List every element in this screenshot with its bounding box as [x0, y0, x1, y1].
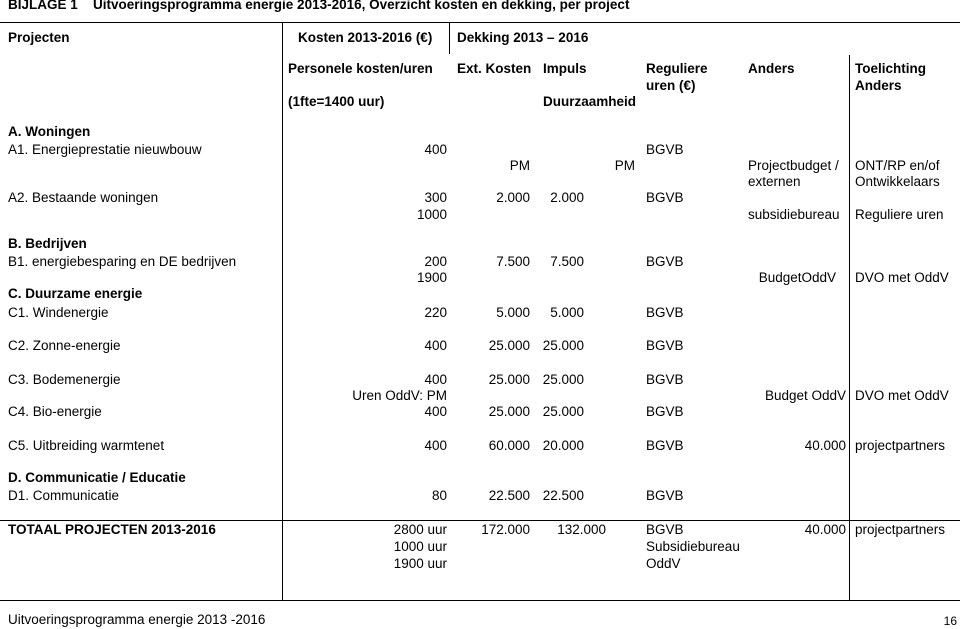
total-reg-2: Subsidiebureau	[646, 539, 740, 554]
total-uren-3: 1900 uur	[393, 556, 447, 571]
row-c3-ext: 25.000	[488, 372, 530, 387]
row-c4-name: C4. Bio-energie	[8, 404, 102, 419]
row-d1-name: D1. Communicatie	[8, 488, 120, 503]
row-c1-impuls: 5.000	[550, 305, 584, 320]
row-c5-uren: 400	[424, 438, 447, 453]
row-b1-anders: BudgetOddV	[758, 270, 836, 285]
row-c1-ext: 5.000	[496, 305, 530, 320]
row-c3-uren: 400	[424, 372, 447, 387]
row-b1-uren-2: 1900	[416, 270, 447, 285]
row-a1-anders-1: Projectbudget /	[748, 158, 839, 173]
row-b1-name: B1. energiebesparing en DE bedrijven	[8, 254, 237, 269]
total-uren-2: 1000 uur	[393, 539, 447, 554]
row-c5-reg: BGVB	[646, 438, 684, 453]
row-c5-name: C5. Uitbreiding warmtenet	[8, 438, 165, 453]
header-toelichting: Toelichting	[855, 61, 926, 76]
row-c2-impuls: 25.000	[542, 338, 584, 353]
row-a1-uren: 400	[424, 142, 447, 157]
row-a1-toelichting-1: ONT/RP en/of	[855, 158, 940, 173]
appendix-label: BIJLAGE 1	[8, 0, 78, 12]
section-heading-bedrijven: B. Bedrijven	[8, 236, 87, 251]
row-a2-reg: BGVB	[646, 190, 684, 205]
header-fte: (1fte=1400 uur)	[288, 94, 385, 109]
row-a2-name: A2. Bestaande woningen	[8, 190, 159, 205]
row-c4-ext: 25.000	[488, 404, 530, 419]
row-c2-uren: 400	[424, 338, 447, 353]
row-a2-toelichting: Reguliere uren	[855, 207, 944, 222]
total-anders: 40.000	[804, 522, 846, 537]
header-impuls: Impuls	[543, 61, 587, 76]
table-top-border	[0, 22, 960, 23]
header-dekking: Dekking 2013 – 2016	[457, 30, 589, 45]
total-reg-3: OddV	[646, 556, 681, 571]
total-row-border	[0, 520, 960, 521]
row-c3-anders: Budget OddV	[764, 388, 846, 403]
row-a1-anders-2: externen	[748, 174, 801, 189]
row-c3-name: C3. Bodemenergie	[8, 372, 121, 387]
row-c5-ext: 60.000	[488, 438, 530, 453]
column-divider-toelichting	[849, 55, 850, 600]
row-d1-uren: 80	[431, 488, 447, 503]
row-c1-name: C1. Windenergie	[8, 305, 109, 320]
header-duurzaamheid: Duurzaamheid	[543, 94, 637, 109]
row-b1-reg: BGVB	[646, 254, 684, 269]
row-c5-impuls: 20.000	[542, 438, 584, 453]
row-b1-uren: 200	[424, 254, 447, 269]
header-personele: Personele kosten/uren	[288, 61, 433, 76]
total-label: TOTAAL PROJECTEN 2013-2016	[8, 522, 216, 537]
total-ext: 172.000	[481, 522, 530, 537]
row-a2-anders: subsidiebureau	[748, 207, 840, 222]
column-divider-projects	[282, 22, 283, 600]
row-d1-reg: BGVB	[646, 488, 684, 503]
section-heading-woningen: A. Woningen	[8, 124, 91, 139]
row-c1-reg: BGVB	[646, 305, 684, 320]
header-reguliere: Reguliere	[646, 61, 708, 76]
row-a1-toelichting-2: Ontwikkelaars	[855, 174, 940, 189]
row-c2-ext: 25.000	[488, 338, 530, 353]
row-c4-reg: BGVB	[646, 404, 684, 419]
column-divider-kosten-dekking	[449, 22, 450, 54]
row-b1-impuls: 7.500	[550, 254, 584, 269]
header-ext-kosten: Ext. Kosten	[457, 61, 532, 76]
header-projecten: Projecten	[8, 30, 70, 45]
row-a2-ext: 2.000	[496, 190, 530, 205]
row-d1-ext: 22.500	[488, 488, 530, 503]
header-toelichting-anders: Anders	[855, 78, 902, 93]
footer-document-title: Uitvoeringsprogramma energie 2013 -2016	[8, 612, 266, 627]
footer-border	[0, 600, 960, 601]
appendix-title: Uitvoeringsprogramma energie 2013-2016, Overzicht kosten en dekking, per project	[93, 0, 630, 12]
row-d1-impuls: 22.500	[542, 488, 584, 503]
header-reguliere-uren: uren (€)	[646, 78, 696, 93]
row-c4-uren: 400	[424, 404, 447, 419]
total-toelichting: projectpartners	[855, 522, 946, 537]
row-a1-impuls: PM	[614, 158, 635, 173]
row-c3-uren-2: Uren OddV: PM	[352, 388, 447, 403]
row-c3-impuls: 25.000	[542, 372, 584, 387]
row-a2-uren-2: 1000	[416, 207, 447, 222]
row-c2-reg: BGVB	[646, 338, 684, 353]
row-a2-impuls: 2.000	[550, 190, 584, 205]
row-c2-name: C2. Zonne-energie	[8, 338, 121, 353]
header-kosten: Kosten 2013-2016 (€)	[298, 30, 433, 45]
header-anders: Anders	[748, 61, 795, 76]
row-a1-name: A1. Energieprestatie nieuwbouw	[8, 142, 202, 157]
total-uren-1: 2800 uur	[393, 522, 447, 537]
row-a2-uren: 300	[424, 190, 447, 205]
row-c1-uren: 220	[424, 305, 447, 320]
row-c4-impuls: 25.000	[542, 404, 584, 419]
row-b1-toelichting: DVO met OddV	[855, 270, 949, 285]
row-a1-ext: PM	[509, 158, 530, 173]
section-heading-communicatie: D. Communicatie / Educatie	[8, 470, 186, 485]
total-impuls: 132.000	[557, 522, 606, 537]
row-c5-anders: 40.000	[804, 438, 846, 453]
row-c3-toelichting: DVO met OddV	[855, 388, 949, 403]
total-reg-1: BGVB	[646, 522, 684, 537]
row-c5-toelichting: projectpartners	[855, 438, 946, 453]
row-c3-reg: BGVB	[646, 372, 684, 387]
section-heading-duurzame-energie: C. Duurzame energie	[8, 286, 143, 301]
page-number: 16	[943, 614, 957, 628]
row-b1-ext: 7.500	[496, 254, 530, 269]
row-a1-reg: BGVB	[646, 142, 684, 157]
